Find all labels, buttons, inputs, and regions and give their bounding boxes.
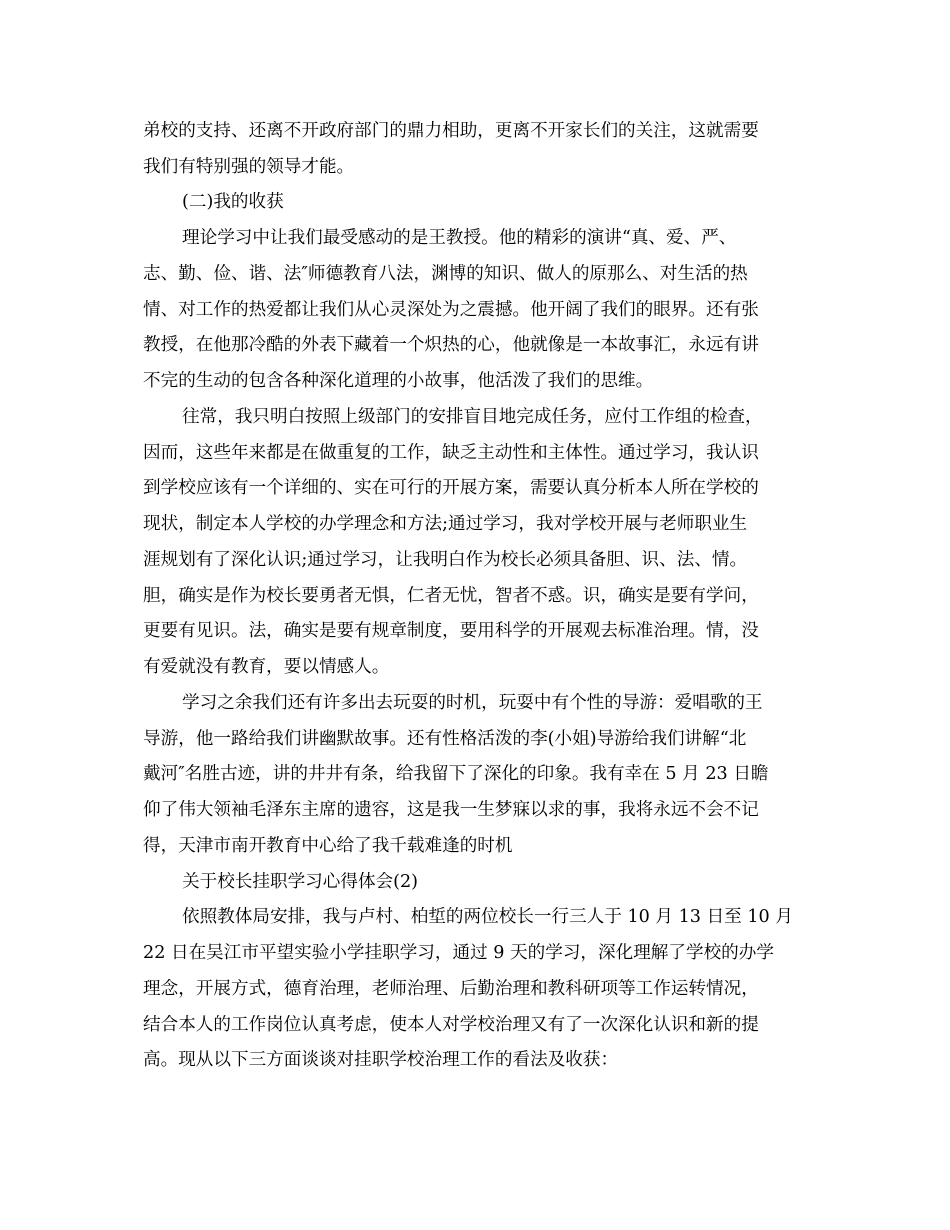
text-line: 得，天津市南开教育中心给了我千载难逢的时机 [143,836,513,856]
text-line: 有爱就没有教育，要以情感人。 [143,657,390,677]
text-line: 涯规划有了深化认识;通过学习，让我明白作为校长必须具备胆、识、法、情。 [143,550,748,570]
text-line: 理念，开展方式，德育治理，老师治理、后勤治理和教科研项等工作运转情况， [143,979,759,999]
section-heading: (二)我的收获 [182,192,284,212]
section-heading: 关于校长挂职学习心得体会(2) [182,872,419,892]
text-line: 高。现从以下三方面谈谈对挂职学校治理工作的看法及收获： [143,1050,619,1070]
text-line: 22 日在吴江市平望实验小学挂职学习，通过 9 天的学习，深化理解了学校的办学 [143,943,774,963]
text-line: 更要有见识。法，确实是要有规章制度，要用科学的开展观去标准治理。情，没 [143,621,759,641]
text-line: 胆，确实是作为校长要勇者无惧，仁者无忧，智者不惑。识，确实是要有学问， [143,586,759,606]
text-line: 依照教体局安排，我与卢村、柏埑的两位校长一行三人于 10 月 13 日至 10 月 [182,907,793,927]
text-line: 我们有特别强的领导才能。 [143,157,355,177]
text-line: 因而，这些年来都是在做重复的工作，缺乏主动性和主体性。通过学习，我认识 [143,443,759,463]
text-line: 学习之余我们还有许多出去玩耍的时机，玩耍中有个性的导游：爱唱歌的王 [182,693,763,713]
text-line: 理论学习中让我们最受感动的是王教授。他的精彩的演讲“真、爱、严、 [182,228,737,248]
text-line: 到学校应该有一个详细的、实在可行的开展方案，需要认真分析本人所在学校的 [143,478,759,498]
text-line: 不完的生动的包含各种深化道理的小故事，他活泼了我们的思维。 [143,371,654,391]
text-line: 往常，我只明白按照上级部门的安排盲目地完成任务，应付工作组的检查， [182,407,763,427]
text-line: 志、勤、俭、谐、法″师德教育八法，渊博的知识、做人的原那么、对生活的热 [143,264,748,284]
text-line: 现状，制定本人学校的办学理念和方法;通过学习，我对学校开展与老师职业生 [143,514,748,534]
text-line: 导游，他一路给我们讲幽默故事。还有性格活泼的李(小姐)导游给我们讲解“北 [143,729,747,749]
text-line: 仰了伟大领袖毛泽东主席的遗容，这是我一生梦寐以求的事，我将永远不会不记 [143,800,759,820]
text-line: 教授，在他那冷酷的外表下藏着一个炽热的心，他就像是一本故事汇，永远有讲 [143,335,759,355]
text-line: 戴河″名胜古迹，讲的井井有条，给我留下了深化的印象。我有幸在 5 月 23 日瞻 [143,764,769,784]
text-line: 结合本人的工作岗位认真考虑，使本人对学校治理又有了一次深化认识和新的提 [143,1015,759,1035]
text-line: 情、对工作的热爱都让我们从心灵深处为之震撼。他开阔了我们的眼界。还有张 [143,300,759,320]
text-line: 弟校的支持、还离不开政府部门的鼎力相助，更离不开家长们的关注，这就需要 [143,121,759,141]
